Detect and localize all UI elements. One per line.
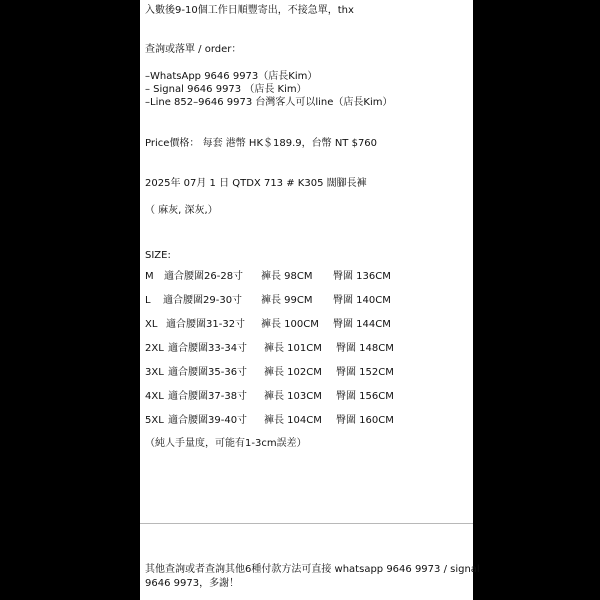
size-label: L [145,295,151,306]
size-heading: SIZE: [145,250,171,261]
shipping-note: 入數後9-10個工作日順豐寄出，不接急單，thx [145,5,354,16]
size-length: 褲長 98CM [261,271,313,282]
contact-line: –Line 852–9646 9973 台灣客人可以line（店長Kim） [145,97,393,108]
size-waist: 適合腰圍31-32寸 [166,319,246,330]
size-label: M [145,271,154,282]
size-hip: 臀圍 136CM [333,271,391,282]
size-hip: 臀圍 160CM [336,415,394,426]
size-hip: 臀圍 152CM [336,367,394,378]
post-page [140,0,480,600]
size-waist: 適合腰圍29-30寸 [163,295,243,306]
size-length: 褲長 101CM [264,343,322,354]
size-length: 褲長 102CM [264,367,322,378]
color-options: （ 麻灰, 深灰,） [145,205,218,216]
contact-signal: – Signal 9646 9973 （店長 Kim） [145,84,307,95]
contact-heading: 查詢或落單 / order： [145,44,242,55]
size-hip: 臀圍 156CM [336,391,394,402]
size-length: 褲長 103CM [264,391,322,402]
size-length: 褲長 104CM [264,415,322,426]
contact-whatsapp: –WhatsApp 9646 9973（店長Kim） [145,71,318,82]
footer-contact-line: 其他查詢或者查詢其他6種付款方法可直接 whatsapp 9646 9973 / signal [145,564,480,575]
size-label: 3XL [145,367,164,378]
size-waist: 適合腰圍35-36寸 [168,367,248,378]
size-label: 2XL [145,343,164,354]
measurement-note: （純人手量度，可能有1-3cm誤差） [145,438,307,449]
footer-thanks-line: 9646 9973，多謝！ [145,578,240,589]
divider [140,523,473,524]
size-label: XL [145,319,158,330]
size-waist: 適合腰圍26-28寸 [164,271,244,282]
size-waist: 適合腰圍37-38寸 [168,391,248,402]
size-waist: 適合腰圍39-40寸 [168,415,248,426]
size-label: 4XL [145,391,164,402]
size-hip: 臀圍 140CM [333,295,391,306]
size-hip: 臀圍 148CM [336,343,394,354]
size-length: 褲長 100CM [261,319,319,330]
price-line: Price價格： 每套 港幣 HK＄189.9，台幣 NT $760 [145,138,378,149]
product-line: 2025年 07月 1 日 QTDX 713 # K305 闊腳長褲 [145,178,367,189]
size-waist: 適合腰圍33-34寸 [168,343,248,354]
size-length: 褲長 99CM [261,295,313,306]
size-hip: 臀圍 144CM [333,319,391,330]
size-label: 5XL [145,415,164,426]
